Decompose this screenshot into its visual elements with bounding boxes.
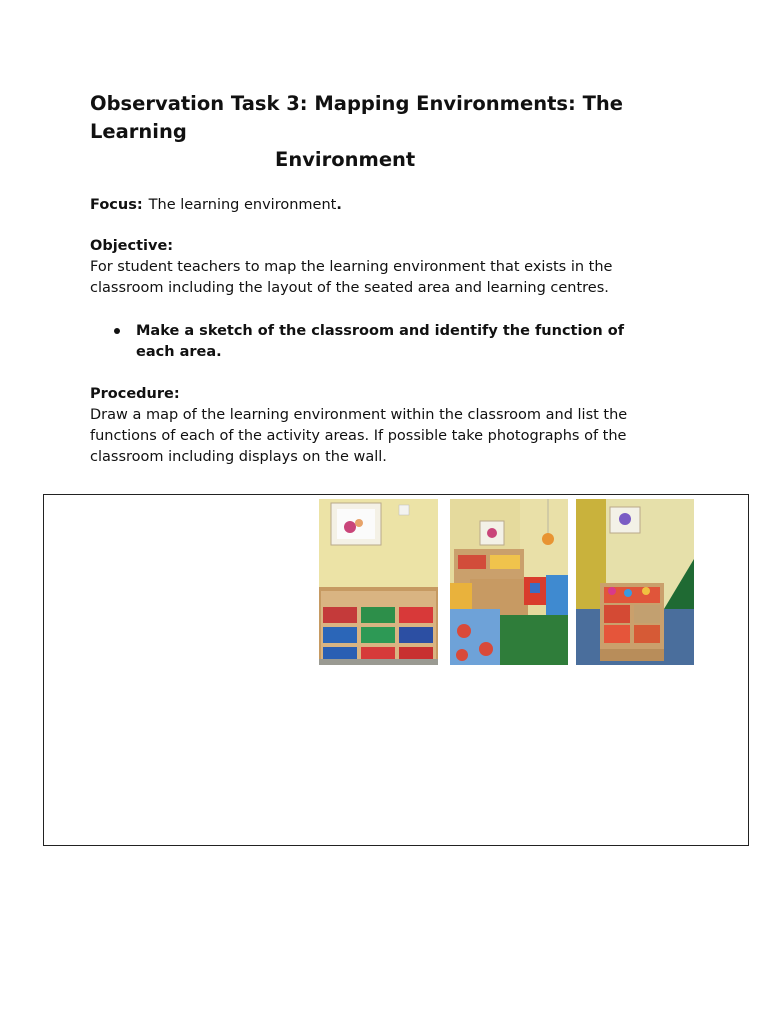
title-line-1: Observation Task 3: Mapping Environments: The Learning	[90, 92, 624, 143]
focus-period: .	[336, 197, 342, 213]
bullet-text: Make a sketch of the classroom and identify the function of each area.	[136, 323, 625, 360]
focus-section	[90, 195, 342, 216]
page-title	[90, 90, 670, 174]
objective-label: Objective:	[90, 238, 174, 254]
procedure-section	[90, 384, 660, 468]
procedure-text: Draw a map of the learning environment within the classroom and list the functions of each of the activity areas. If possible take photographs of the classroom including displays on the wall.	[90, 407, 628, 465]
bullet-icon	[114, 328, 120, 334]
task-bullet-list	[90, 321, 660, 363]
classroom-corner-photo	[450, 499, 568, 665]
objective-section	[90, 236, 650, 299]
toy-box-photo	[576, 499, 694, 665]
focus-text: The learning environment	[148, 197, 337, 213]
title-line-2: Environment	[275, 148, 416, 171]
classroom-shelf-photo	[319, 499, 438, 665]
focus-label: Focus:	[90, 197, 143, 213]
list-item	[90, 321, 660, 363]
procedure-label: Procedure:	[90, 386, 180, 402]
sketch-box	[43, 494, 749, 846]
objective-text: For student teachers to map the learning environment that exists in the classroom including the layout of the seated area and learning centres.	[90, 259, 613, 296]
